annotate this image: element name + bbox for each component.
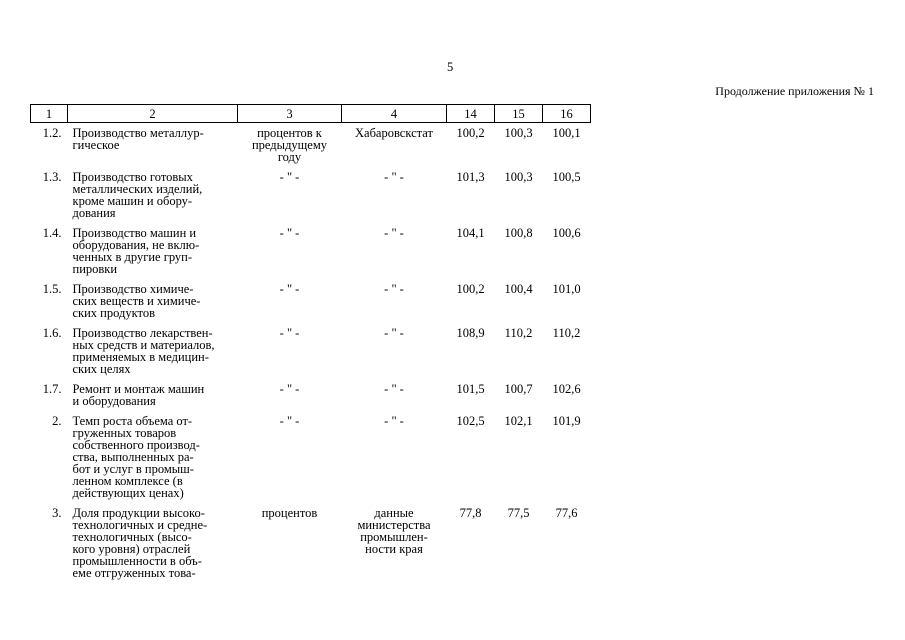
- unit-of-measure: - " -: [279, 414, 300, 428]
- value-col-14: 100,2: [456, 282, 485, 296]
- table-row: [31, 379, 591, 411]
- data-source: Хабаровскстат: [355, 126, 433, 140]
- value-col-15: 100,3: [504, 170, 533, 184]
- header-col-4: 4: [342, 105, 447, 123]
- indicator-name: Темп роста объема от- груженных товаров собственного производ- ства, выполненных ра- бот и услуг в промыш- ленном комплексе (в действующих ценах): [72, 414, 200, 500]
- value-col-14: 77,8: [459, 506, 482, 520]
- appendix-note: Продолжение приложения № 1: [715, 84, 874, 98]
- table-row: [31, 123, 591, 168]
- indicator-name: Доля продукции высоко- технологичных и средне- технологичных (высо- кого уровня) отраслей промышленности в объ- еме отгруженных това-: [72, 506, 208, 580]
- indicator-name: Производство машин и оборудования, не вклю- ченных в другие груп- пировки: [72, 226, 200, 276]
- value-col-15: 100,4: [504, 282, 533, 296]
- data-source: - " -: [384, 382, 404, 396]
- unit-of-measure: процентов: [261, 506, 318, 520]
- header-col-2: 2: [68, 105, 238, 123]
- value-col-16: 101,0: [552, 282, 581, 296]
- value-col-15: 77,5: [507, 506, 530, 520]
- indicator-table: [30, 104, 591, 583]
- row-number: 1.3.: [42, 170, 62, 184]
- value-col-15: 102,1: [504, 414, 533, 428]
- data-source: - " -: [384, 326, 404, 340]
- table-row: [31, 279, 591, 323]
- row-number: 2.: [52, 414, 62, 428]
- data-source: - " -: [384, 282, 404, 296]
- unit-of-measure: - " -: [279, 226, 300, 240]
- value-col-15: 100,8: [504, 226, 533, 240]
- row-number: 1.4.: [42, 226, 62, 240]
- value-col-14: 108,9: [456, 326, 485, 340]
- value-col-16: 101,9: [552, 414, 581, 428]
- value-col-16: 100,6: [552, 226, 581, 240]
- value-col-14: 101,3: [456, 170, 485, 184]
- unit-of-measure: процентов к предыдущему году: [251, 126, 328, 164]
- row-number: 1.7.: [42, 382, 62, 396]
- indicator-name: Производство готовых металлических изделий, кроме машин и обору- дования: [72, 170, 203, 220]
- value-col-16: 110,2: [552, 326, 581, 340]
- value-col-15: 100,3: [504, 126, 533, 140]
- value-col-16: 100,5: [552, 170, 581, 184]
- value-col-16: 100,1: [552, 126, 581, 140]
- header-col-15: 15: [495, 105, 543, 123]
- unit-of-measure: - " -: [279, 382, 300, 396]
- value-col-14: 101,5: [456, 382, 485, 396]
- data-source: - " -: [384, 226, 404, 240]
- data-source: - " -: [384, 414, 404, 428]
- table-row: [31, 167, 591, 223]
- table-row: [31, 223, 591, 279]
- row-number: 1.2.: [42, 126, 62, 140]
- header-col-14: 14: [447, 105, 495, 123]
- table-row: [31, 503, 591, 583]
- value-col-14: 104,1: [456, 226, 485, 240]
- table-row: [31, 411, 591, 503]
- data-source: - " -: [384, 170, 404, 184]
- indicator-name: Производство химиче- ских веществ и химиче- ских продуктов: [72, 282, 201, 320]
- header-row: [31, 105, 591, 123]
- row-number: 1.6.: [42, 326, 62, 340]
- value-col-14: 100,2: [456, 126, 485, 140]
- value-col-14: 102,5: [456, 414, 485, 428]
- header-col-1: 1: [31, 105, 68, 123]
- header-col-16: 16: [543, 105, 591, 123]
- row-number: 3.: [52, 506, 62, 520]
- indicator-name: Производство металлур- гическое: [72, 126, 204, 152]
- unit-of-measure: - " -: [279, 326, 300, 340]
- table-row: [31, 323, 591, 379]
- indicator-name: Производство лекарствен- ных средств и материалов, применяемых в медицин- ских целях: [72, 326, 215, 376]
- value-col-16: 102,6: [552, 382, 581, 396]
- indicator-name: Ремонт и монтаж машин и оборудования: [72, 382, 205, 408]
- value-col-15: 110,2: [504, 326, 533, 340]
- page-number: 5: [447, 60, 454, 74]
- unit-of-measure: - " -: [279, 282, 300, 296]
- row-number: 1.5.: [42, 282, 62, 296]
- data-source: данные министерства промышлен- ности края: [357, 506, 431, 556]
- value-col-15: 100,7: [504, 382, 533, 396]
- value-col-16: 77,6: [555, 506, 578, 520]
- unit-of-measure: - " -: [279, 170, 300, 184]
- header-col-3: 3: [238, 105, 342, 123]
